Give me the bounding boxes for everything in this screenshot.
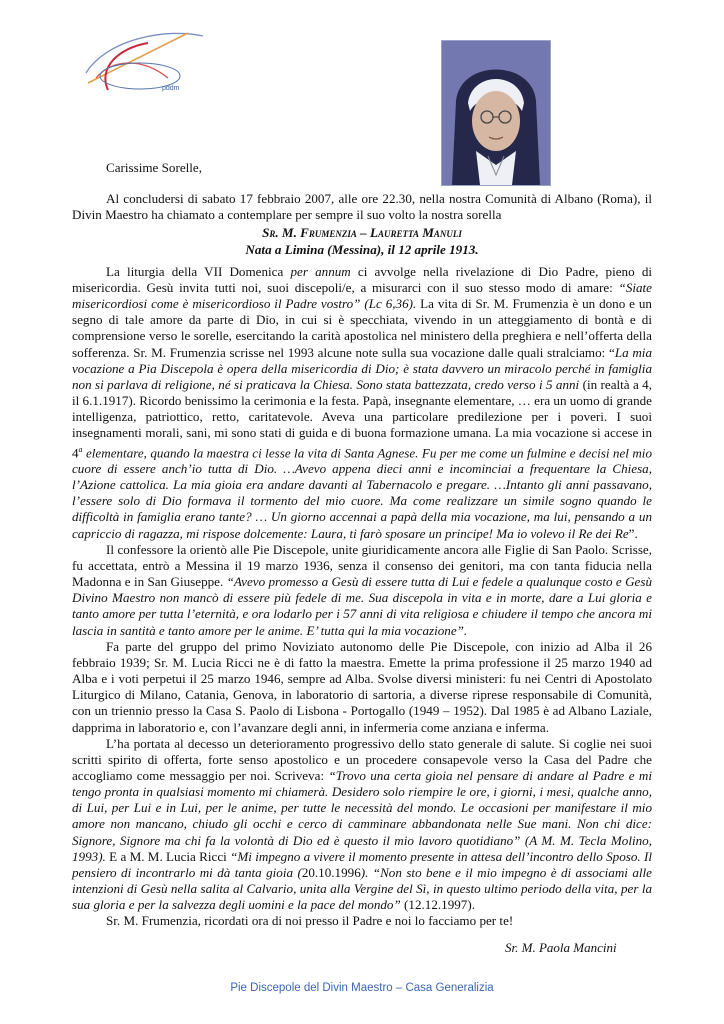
paragraph-5: Sr. M. Frumenzia, ricordati ora di noi presso il Padre e noi lo facciamo per te!: [106, 913, 514, 929]
p4-date: 20.10.1996: [301, 864, 361, 880]
page-footer: Pie Discepole del Divin Maestro – Casa Generalizia: [230, 982, 494, 994]
p1-quote: elementare, quando la maestra ci lesse la vita di Santa Agnese. Fu per me come un fulmine e decisi nel mio cuore di essere anch’io tutta di Dio. …Avevo appena dieci anni e incominciai a frequentare la Chiesa, l’Azione cattolica. La mia gioia era andare davanti al Tabernacolo e pregare. …Intanto gli anni passavano, l’essere solo di Dio formava il tormento del mio cuore. Ma come realizzare un simile sogno quando le difficoltà in famiglia erano tante? … Un giorno accennai a papà della mia vocazione, ma lui, pensando a un capriccio di ragazza, mi rispose dolcemente: Laura, ti farò sposare un principe! Ma io volevo il Re dei Re: [72, 444, 652, 541]
paragraph-1: [72, 264, 652, 542]
p4-quote: “Mi impegno a vivere il momento presente in attesa dell’incontro dello Sposo. Il pensiero di incontrarlo mi dà tanta gioia (: [72, 848, 653, 880]
salutation: Carissime Sorelle,: [106, 160, 203, 175]
p1-text: ”.: [628, 525, 638, 541]
p1-italic: per annum: [290, 263, 351, 279]
p4-date: 12.12.1997: [408, 897, 468, 913]
paragraph-3: Fa parte del gruppo del primo Noviziato autonomo delle Pie Discepole, con inizio ad Alba il 26 febbraio 1939; Sr. M. Lucia Ricci ne è di fatto la maestra. Emette la prima professione il 25 marzo 1940 ad Alba e i voti perpetui il 25 marzo 1946, sempre ad Alba. Svolse diversi ministeri: fu nei Centri di Apostolato Liturgico di Milano, Catania, Genova, in laboratorio di sartoria, a diverse riprese responsabile di Comunità, con un triennio presso la Casa S. Paolo di Lisbona - Portogallo (1949 – 1952). Dal 1985 è ad Albano Laziale, dapprima in laboratorio e, con l’avanzare degli anni, in infermeria come anziana e inferma.: [72, 638, 652, 735]
p1-text: La vita di Sr. M. Frumenzia è un dono e un segno di tale amore da parte di Dio, in cui si è specchiata, vivendo in un atteggiamento di bontà e di comprensione verso le sorelle, esercitando la carità apostolica nel ministero della preghiera e nell’offerta della sofferenza. Sr. M. Frumenzia scrisse nel 1993 alcune note sulla sua vocazione dalle quali stralciamo: “: [72, 296, 652, 360]
paragraph-2: [72, 542, 652, 639]
logo-text: pddm: [162, 85, 180, 92]
p1-text: (in realtà a 4, il 6.1.1917: [72, 376, 652, 409]
p1-quote: La mia vocazione a Pia Discepola è opera della misericordia di Dio; è stata davvero un miracolo perché in famiglia non si parlava di religione, né si praticava la Chiesa. Sono stata battezzata, credo verso i 5 anni: [72, 344, 652, 392]
signature: Sr. M. Paola Mancini: [505, 940, 617, 955]
p4-text: L’ha portata al decesso un deterioramento progressivo dello stato generale di salute. Si coglie nei suoi scritti spirito di offerta, forte senso apostolico e un procedere consapevole verso la Casa del Padre che accogliamo come messaggio per noi. Scriveva:: [72, 735, 652, 783]
paragraph-4: [72, 736, 652, 914]
p1-text: ). Ricordo benissimo la cerimonia e la festa. Papà, insegnante elementare, … era un uomo di grande intelligenza, patriottico, retto, caritatevole. Aveva una particolare predilezione per i poveri. I suoi insegnamenti morali, sani, mi sono stati di guida e di buona formazione umana. La mia vocazione si accese in 4: [72, 393, 652, 460]
p1-text: ci avvolge nella rivelazione di Dio Padre, pieno di misericordia. Gesù invita tutti noi, suoi discepoli/e, a misurarci con il suo stesso modo di amare:: [72, 263, 653, 295]
intro-paragraph: Al concludersi di sabato 17 febbraio 2007, alle ore 22.30, nella nostra Comunità di Albano (Roma), il Divin Maestro ha chiamato a contemplare per sempre il suo volto la nostra sorella: [72, 191, 652, 223]
congregation-logo: [78, 28, 208, 98]
p2-text: Il confessore la orientò alle Pie Discepole, unite giuridicamente ancora alle Figlie di San Paolo. Scrisse, fu accettata, entrò a Messina il 19 marzo 1936, senza il consenso dei genitori, ma con tanta fiducia nella Madonna e in San Giuseppe.: [72, 541, 652, 590]
ordinal-superscript: a: [78, 444, 83, 454]
p4-quote: ). “Non sto bene e il mio impegno è di associami alle intenzioni di Gesù nella salita al Calvario, unita alla Vergine del Sì, in questo ultimo periodo della vita, per la sua gloria e per la salvezza degli uomini e la pace del mondo”: [72, 864, 652, 913]
p4-quote: “Trovo una certa gioia nel pensare di andare al Padre e mi tengo pronta in qualsiasi momento mi chiamerà. Desidero solo riempire le ore, i giorni, i mesi, qualche anno, di Lui, per Lui e in Lui, per le anime, per tutte le necessità del mondo. Le occasioni per manifestare il mio amore non mancano, chiudo gli occhi e cerco di camminare abbandonata nelle Sue mani. Non chi dice: Signore, Signore ma chi fa la volontà di Dio ed è questo il mio lavoro quotidiano” (A M. M. Tecla Molino, 1993).: [72, 767, 653, 864]
p1-quote: “Siate misericordiosi come è misericordioso il Padre vostro” (Lc 6,36).: [72, 279, 652, 312]
birth-line: Nata a Limina (Messina), il 12 aprile 1913.: [245, 241, 479, 257]
letter-body: [72, 160, 652, 930]
name-heading-text: Sr. M. Frumenzia – Lauretta Manuli: [262, 225, 462, 241]
p2-quote: “Avevo promesso a Gesù di essere tutta di Lui e fedele a qualunque costo e Gesù Divino Maestro non mancò di essere più fedele di me. Sua discepola in vita e in morte, dare a Lui gloria e tanto amore per tutta l’eternità, e ora lodarlo per i 57 anni di vita religiosa e chiudere il tempo che ancora mi lascia in santità e tanto amore per le anime. E’ tutta qui la mia vocazione”.: [72, 574, 653, 638]
p4-text: ).: [467, 897, 475, 913]
p4-text: E a M. M. Lucia Ricci: [105, 848, 231, 864]
p1-text: La liturgia della VII Domenica: [106, 263, 291, 279]
p4-text: (: [400, 897, 409, 913]
name-heading: [72, 225, 652, 241]
